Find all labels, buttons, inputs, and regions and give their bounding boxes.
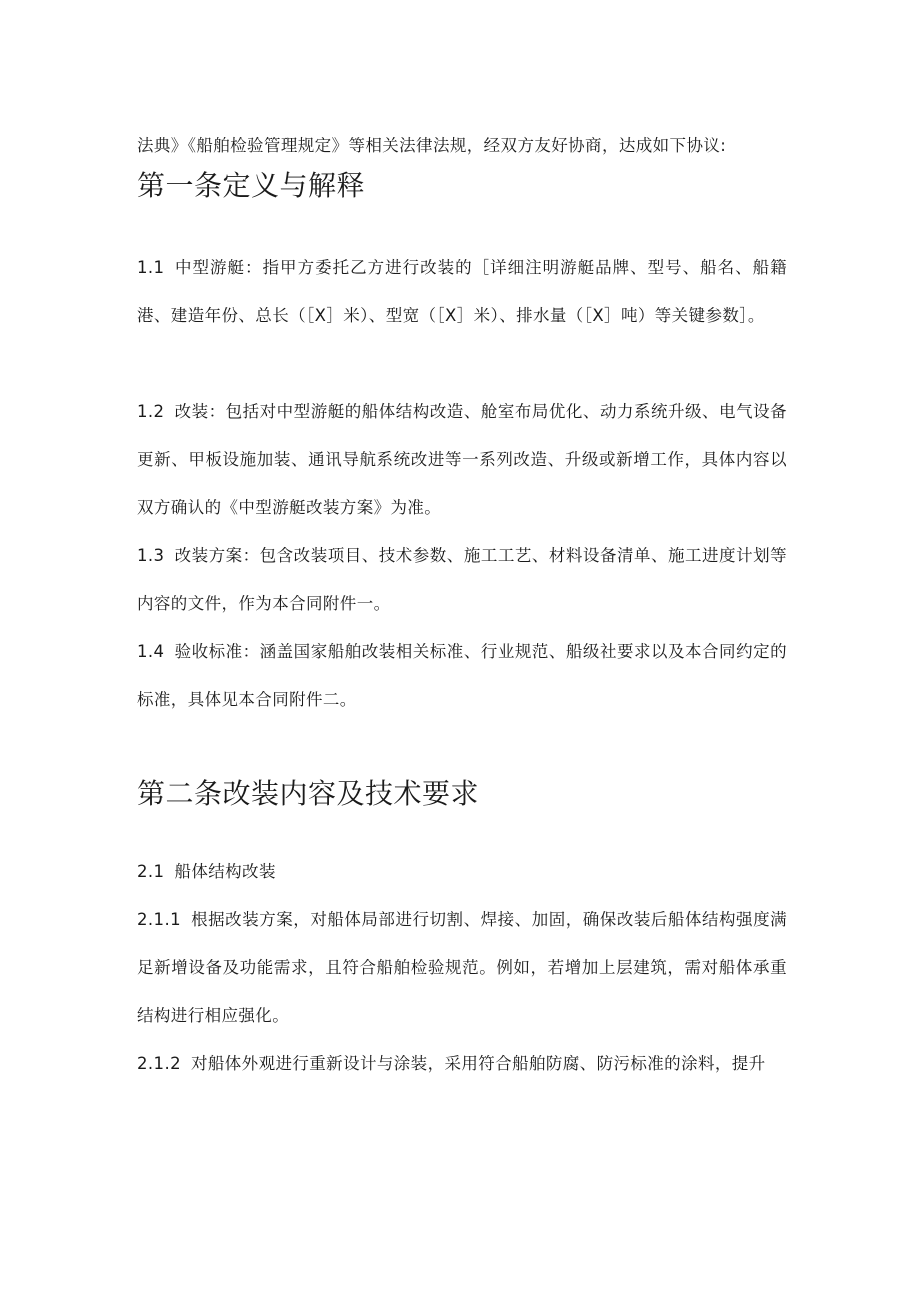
clause-number: 1.2 [137,402,165,421]
clause-1-1 [137,244,787,340]
clause-2-1-2 [137,1040,787,1088]
clause-2-1-1 [137,896,787,1040]
clause-text: 改装：包括对中型游艇的船体结构改造、舱室布局优化、动力系统升级、电气设备更新、甲板设施加装、通讯导航系统改进等一系列改造、升级或新增工作，具体内容以双方确认的《中型游艇改装方案》为准。 [137,402,787,517]
clause-text: 验收标准：涵盖国家船舶改装相关标准、行业规范、船级社要求以及本合同约定的标准，具体见本合同附件二。 [137,642,787,709]
section-number: 2.1 [137,862,165,881]
clause-text: 根据改装方案，对船体局部进行切割、焊接、加固，确保改装后船体结构强度满足新增设备及功能需求，且符合船舶检验规范。例如，若增加上层建筑，需对船体承重结构进行相应强化。 [137,910,787,1025]
clause-1-3 [137,532,787,628]
section-2-1-heading [137,848,787,896]
intro-paragraph: 法典》《船舶检验管理规定》等相关法律法规，经双方友好协商，达成如下协议: [137,136,727,155]
clause-text: 改装方案：包含改装项目、技术参数、施工工艺、材料设备清单、施工进度计划等内容的文件，作为本合同附件一。 [137,546,787,613]
clause-number: 1.1 [137,258,165,277]
clause-number: 1.3 [137,546,165,565]
clause-1-2 [137,388,787,532]
clause-number: 2.1.2 [137,1054,181,1073]
clause-text: 对船体外观进行重新设计与涂装，采用符合船舶防腐、防污标准的涂料，提升 [190,1054,766,1073]
clause-number: 1.4 [137,642,165,661]
clause-text: 中型游艇：指甲方委托乙方进行改装的［详细注明游艇品牌、型号、船名、船籍港、建造年份、总长（［X］米）、型宽（［X］米）、排水量（［X］吨）等关键参数］。 [137,258,787,325]
clause-1-4 [137,628,787,724]
article-1-heading: 第一条定义与解释 [137,169,366,202]
clause-number: 2.1.1 [137,910,181,929]
section-title: 船体结构改装 [174,862,276,881]
article-2-heading: 第二条改装内容及技术要求 [137,777,480,810]
